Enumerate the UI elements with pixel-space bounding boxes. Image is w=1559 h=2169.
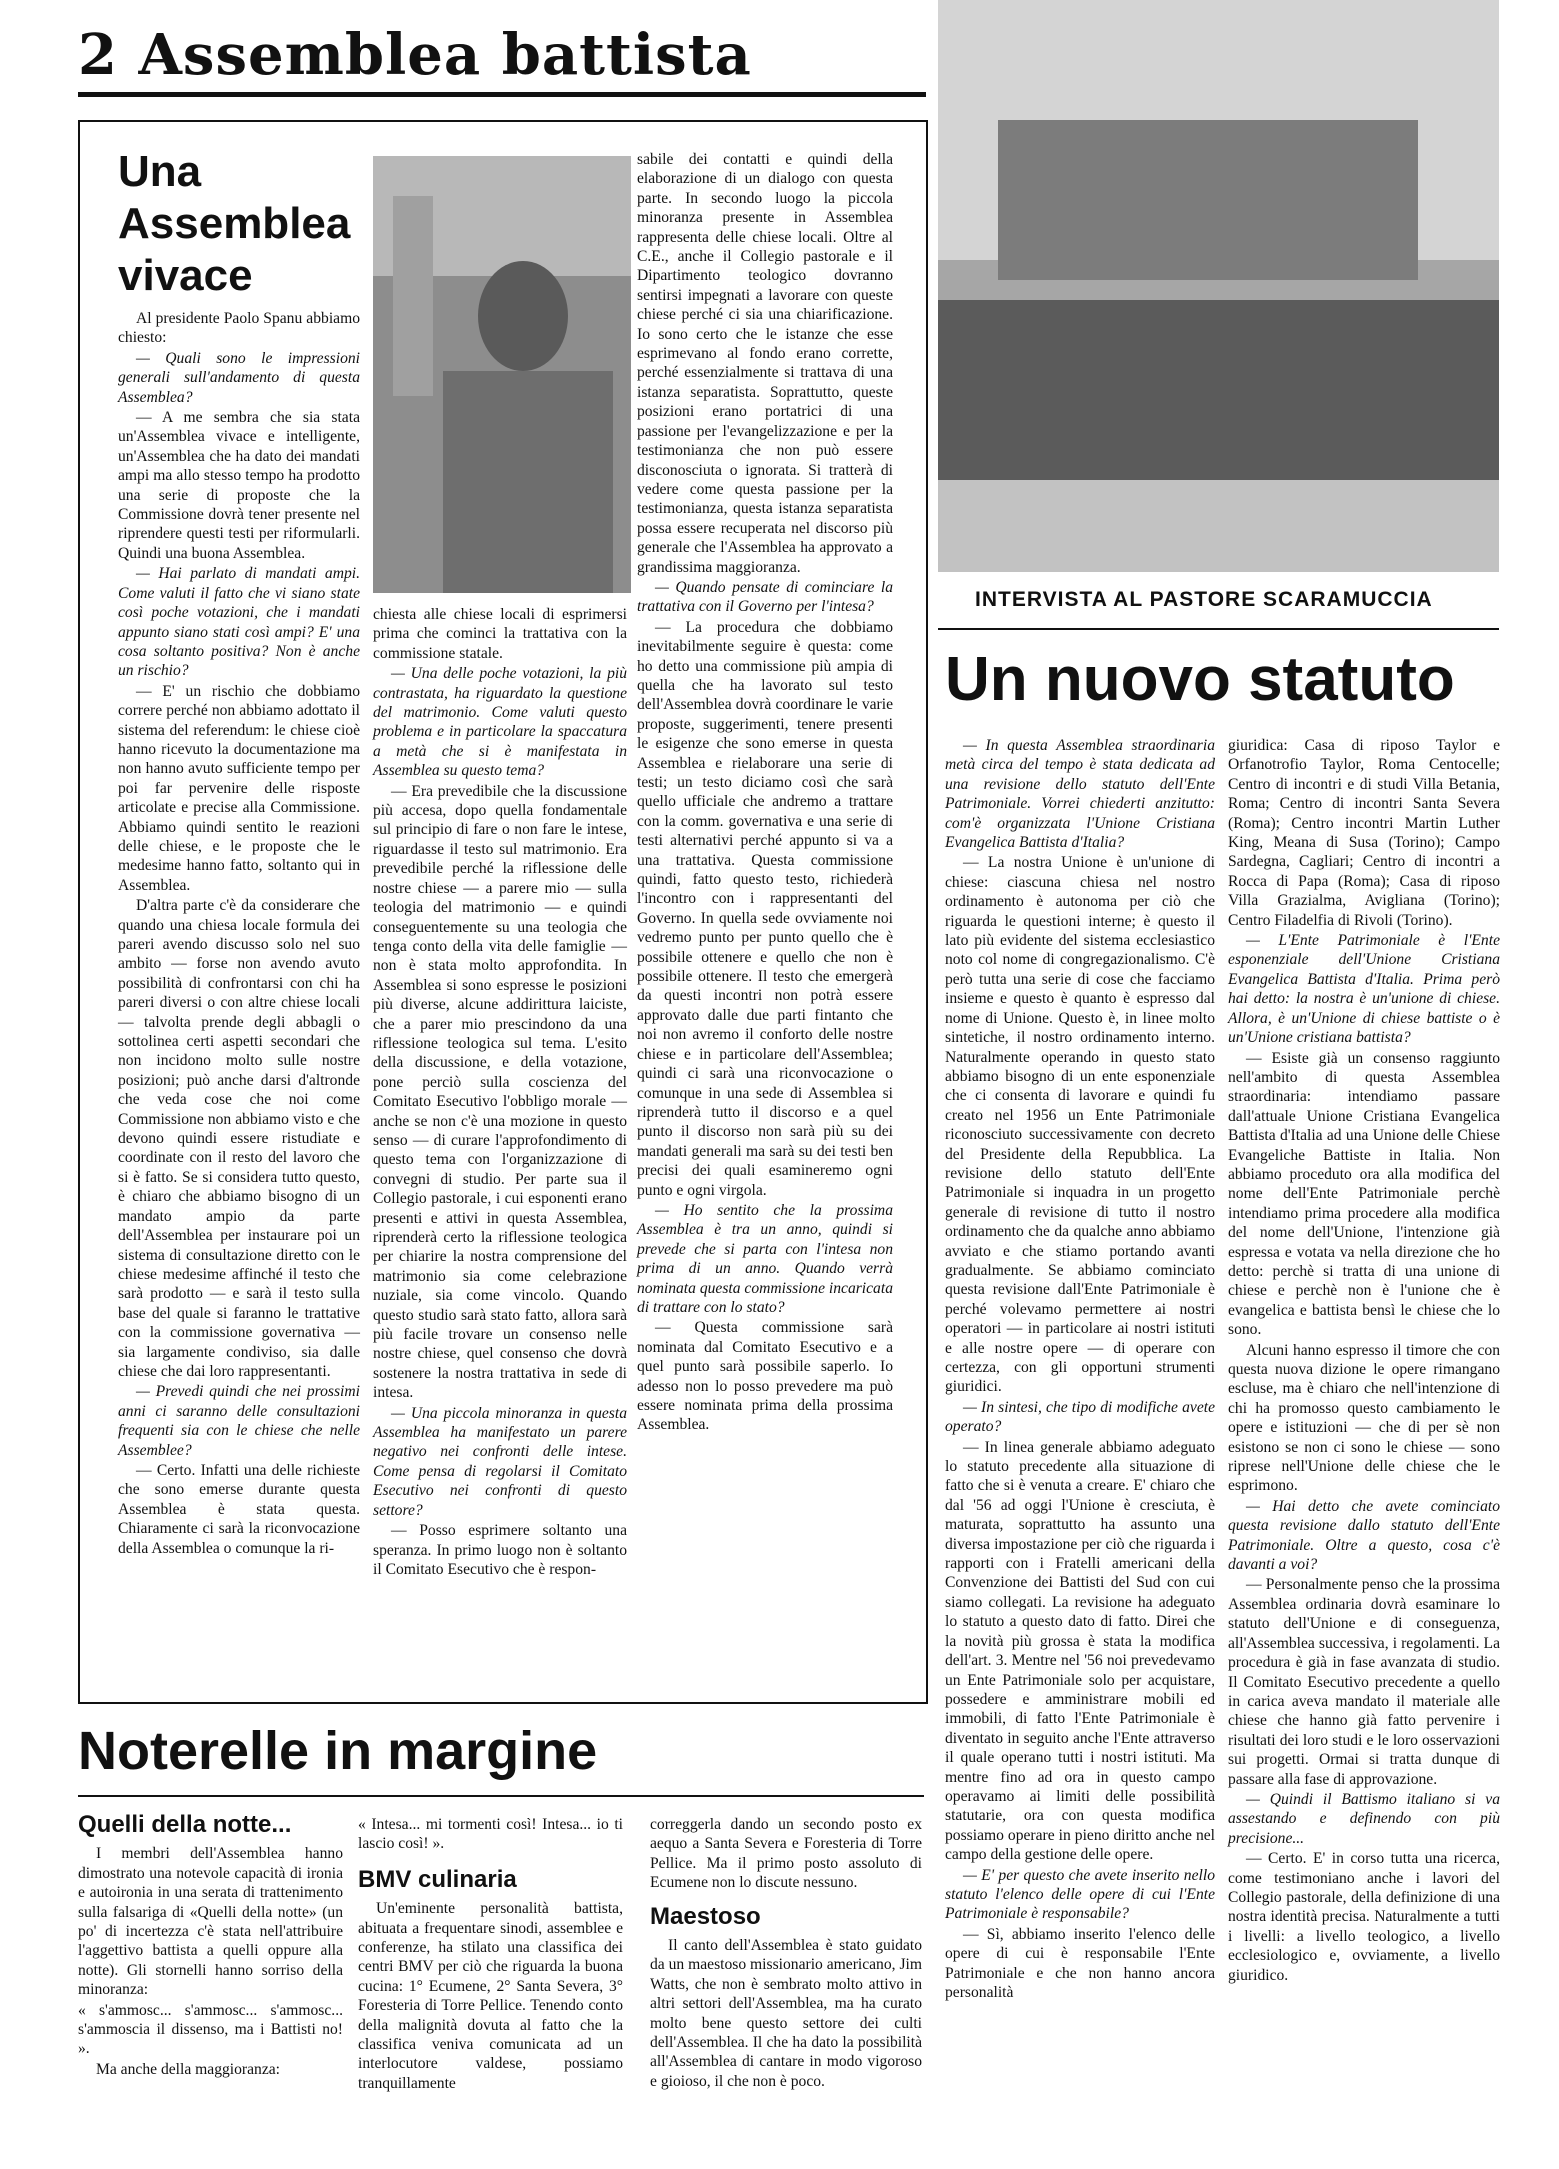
page-header	[78, 22, 752, 88]
article3-column-3	[650, 1815, 922, 2092]
subhead-maestoso: Maestoso	[650, 1902, 761, 1930]
paragraph: — A me sembra che sia stata un'Assemblea vivace e intelligente, un'Assemblea che ha dato dei mandati ampi ma allo stesso tempo ha prodotto una serie di proposte che la Commissione dovrà tener presente nel riprendere questi testi per riformularli. Quindi una buona Assemblea.	[118, 409, 360, 562]
article3-column-2	[358, 1815, 623, 2094]
paragraph: — Esiste già un consenso raggiunto nell'ambito di questa Assemblea straordinaria: intendiamo passare dall'attuale Unione Cristiana Evangelica Battista d'Italia ad una Unione delle Chiese Evangeliche Battiste in Italia. Non abbiamo proceduto ora alla modifica del nome dell'Ente Patrimoniale perchè intendiamo prima procedere alla modifica del nome dell'Unione, l'intenzione già espressa e votata va nella direzione che ho detto: perchè si tratta di una unione di chiese e perchè non è l'unione che è evangelica e battista bensì le chiese che lo sono.	[1228, 1049, 1500, 1339]
paragraph: « s'ammosc... s'ammosc... s'ammosc... s'ammoscia il dissenso, ma i Battisti no! ».	[78, 2001, 343, 2058]
interview-question: — Hai detto che avete cominciato questa revisione dallo statuto dell'Ente Patrimoniale. Oltre a questo, cosa c'è davanti a voi?	[1228, 1497, 1500, 1574]
article3-headline: Noterelle in margine	[78, 1721, 598, 1781]
article2-headline: Un nuovo statuto	[945, 645, 1455, 714]
paragraph: Un'eminente personalità battista, abituata a frequentare sinodi, assemblee e conferenze, ha stilato una classifica dei centri BMV per ciò che riguarda la buona cucina: 1° Ecumene, 2° Santa Severa, 3° Foresteria di Torre Pellice. Tenendo conto della malignità dovuta al fatto che la classifica veniva comunicata ad un interlocutore valdese, possiamo tranquillamente	[358, 1900, 623, 2092]
headline-line: vivace	[118, 251, 253, 300]
article-headline-assemblea	[118, 146, 350, 302]
paragraph: — Certo. E' in corso tutta una ricerca, come testimoniano anche i lavori del Collegio pastorale, della definizione di una nostra identità precisa. Naturalmente a tutti i livelli: a livello teologico, a livello ecclesiologico e, ovviamente, a livello giuridico.	[1228, 1850, 1500, 1984]
paragraph: — La nostra Unione è un'unione di chiese: ciascuna chiesa nel nostro ordinamento è autonoma per ciò che riguarda le questioni interne; è questo il lato più evidente del sistema ecclesiastico noto col nome di congregazionalismo. C'è però tutta una serie di cose che facciamo insieme e questo è quanto è espresso dal nome di Unione. Questo è, in linee molto sintetiche, il nostro ordinamento interno. Naturalmente operando in questo stato abbiamo bisogno di un ente esponenziale che ci consenta di lavorare e quindi fu creato nel 1956 un Ente Patrimoniale riconosciuto successivamente con decreto del Presidente della Repubblica. La revisione dello statuto dell'Ente Patrimoniale si inquadra in un progetto generale di revisione di tutto il nostro ordinamento che da qualche anno abbiamo avviato e che stiamo portando avanti gradualmente. Se abbiamo cominciato questa revisione dall'Ente Patrimoniale è perché volevamo permettere ai nostri operatori — in particolare ai nostri istituti e alle nostre opere — di operare con certezza, con gli opportuni strumenti giuridici.	[945, 854, 1215, 1396]
interview-question: — Quindi il Battismo italiano si va assestando e definendo con più precisione...	[1228, 1790, 1500, 1847]
interview-question: — Ho sentito che la prossima Assemblea è tra un anno, quindi si prevede che si parta con l'intesa non prima di un anno. Quando verrà nominata questa commissione incaricata di trattare con lo stato?	[637, 1201, 893, 1316]
subhead-quelli-della-notte: Quelli della notte...	[78, 1811, 292, 1838]
crowd-image	[938, 0, 1499, 572]
paragraph: — Sì, abbiamo inserito l'elenco delle opere di cui è responsabile l'Ente Patrimoniale e che non hanno ancora personalità	[945, 1925, 1215, 2001]
paragraph: giuridica: Casa di riposo Taylor e Orfanotrofio Taylor, Roma Centocelle; Centro di incontri e di studi Villa Betania, Roma; Centro di incontri Santa Severa (Roma); Centro incontri Martin Luther King, Meana di Susa (Torino); Campo Sardegna, Cagliari; Centro di incontri a Rocca di Papa (Roma); Casa di riposo Villa Grazialma, Avigliana (Torino); Centro Filadelfia di Rivoli (Torino).	[1228, 737, 1500, 929]
page-number: 2	[78, 22, 118, 88]
subhead-bmv-culinaria: BMV culinaria	[358, 1865, 517, 1893]
interview-question: — Quali sono le impressioni generali sull'andamento di questa Assemblea?	[118, 349, 360, 406]
paragraph: D'altra parte c'è da considerare che quando una chiesa locale formula dei pareri avendo discusso solo nel suo ambito — forse non avendo avuto possibilità di confrontarsi con chi ha pareri diversi o con altre chiese locali — talvolta prende degli abbagli o sottolinea certi aspetti secondari che non incidono molto sulle nostre posizioni; può anche darsi d'altronde che veda cose che noi come Commissione non abbiamo visto e che devono quindi essere ristudiate e coordinate con il resto del lavoro che si è fatto. Se si considera tutto questo, è chiaro che abbiamo bisogno di un mandato ampio da parte dell'Assemblea per instaurare poi un sistema di consultazione diretto con le chiese medesime affinché il testo che sarà prodotto — e sarà il testo sulla base del quale si faranno le trattative con la commissione governativa — sia largamente condiviso, sia dalle chiese che dai loro rappresentanti.	[118, 897, 360, 1380]
header-rule	[78, 92, 926, 97]
article3-rule	[78, 1795, 924, 1797]
president-photo	[373, 156, 631, 593]
article3-col3-top: correggerla dando un secondo posto ex aequo a Santa Severa e Foresteria di Torre Pellice. Ma il primo posto assoluto di Ecumene non lo discute nessuno.	[650, 1816, 922, 1892]
interview-question: — Una delle poche votazioni, la più contrastata, ha riguardato la questione del matrimonio. Come valuti questo problema e in particolare la spaccatura a metà che si è manifestata in Assemblea su questo tema?	[373, 665, 627, 780]
paragraph: — Certo. Infatti una delle richieste che sono emerse durante questa Assemblea è stata questa. Chiaramente ci sarà la riconvocazione della Assemblea o comunque la ri-	[118, 1461, 360, 1557]
article2-column-1	[945, 736, 1215, 2003]
paragraph: I membri dell'Assemblea hanno dimostrato una notevole capacità di ironia e autoironia in una serata di trattenimento sulla falsariga di «Quelli della notte» (un po' di incertezza c'è stata nell'attribuire l'aggettivo battista a quelli oppure alla notte). Gli stornelli hanno sorriso della minoranza:	[78, 1845, 343, 1999]
interview-question: — Quando pensate di cominciare la trattativa con il Governo per l'intesa?	[637, 578, 893, 616]
paragraph: — Posso esprimere soltanto una speranza. In primo luogo non è soltanto il Comitato Esecutivo che è respon-	[373, 1522, 627, 1578]
article2-column-2	[1228, 736, 1500, 1986]
paragraph: — Era prevedibile che la discussione più accesa, dopo quella fondamentale sul principio di fare o non fare le intese, riguardasse il testo sul matrimonio. Era prevedibile perché la riflessione delle nostre chiese — a parere mio — sulla teologia del matrimonio — e quindi conseguentemente su una teologia che tenga conto della vita delle famiglie — non è stata molto approfondita. In Assemblea si sono espresse le posizioni più diverse, alcune addirittura laiciste, che a parer mio prescindono da una riflessione teologica sul tema. L'esito della discussione, e della votazione, pone perciò sulla coscienza del Comitato Esecutivo l'obbligo morale — anche se non c'è una mozione in questo senso — di curare l'approfondimento di questo tema con l'organizzazione di convegni di studio. Per parte sua il Collegio pastorale, i cui esponenti erano presenti e attivi in questa Assemblea, riprenderà certo la riflessione teologica per chiarire la nostra comprensione del matrimonio sia come celebrazione nuziale, sia come vincolo. Quando questo studio sarà stato fatto, allora sarà più facile trovare un consenso nelle nostre chiese, quel consenso che dovrà sostenere la nostra trattativa in sede di intesa.	[373, 782, 627, 1402]
headline-line: Assemblea	[118, 199, 351, 248]
section-title: Assemblea battista	[138, 22, 752, 88]
headline-line: Una	[118, 147, 202, 196]
article2-col1-body	[945, 736, 1215, 2002]
paragraph: chiesta alle chiese locali di esprimersi prima che cominci la trattativa con la commissione statale.	[373, 606, 627, 662]
article3-col1-body	[78, 1844, 343, 2079]
paragraph: Il canto dell'Assemblea è stato guidato da un maestoso missionario americano, Jim Watts, che non è sembrato molto attivo in altri settori dell'Assemblea, ma ha curato molto bene questo settore dei culti dell'Assemblea. Il che ha dato la possibilità all'Assemblea di cantare in modo vigoroso e gioioso, il che non è poco.	[650, 1937, 922, 2090]
interview-question: — Una piccola minoranza in questa Assemblea ha manifestato un parere negativo nei confronti delle intese. Come pensa di regolarsi il Comitato Esecutivo nei confronti di questo settore?	[373, 1404, 627, 1519]
paragraph: — In linea generale abbiamo adeguato lo statuto precedente alla situazione di fatto che si è venuta a creare. E' chiaro che dal '56 ad oggi l'Unione è cresciuta, è maturata, soprattutto ha assunto una diversa impostazione per ciò che riguarda i rapporti con i Fratelli americani della Convenzione dei Battisti del Sud con cui siamo collegati. La revisione ha adeguato lo statuto a questo dato di fatto. Direi che la novità più grossa è stata la modifica dell'art. 3. Mentre nel '56 noi prevedevamo un Ente Patrimoniale solo per acquistare, possedere e amministrare mobili ed immobili, di fatto l'Ente Patrimoniale è diventato in seguito anche l'Ente attraverso il quale operano tutti i nostri istituti. Ma mentre fino ad ora in questo campo operavamo ai limiti delle possibilità statutarie, ora con questa modifica possiamo operare in pieno diritto anche nel campo della gestione delle opere.	[945, 1438, 1215, 1864]
article3-col3-body	[650, 1936, 922, 2091]
article1-col2-body	[373, 605, 627, 1579]
paragraph: sabile dei contatti e quindi della elaborazione di un dialogo con questa parte. In secondo luogo la piccola minoranza presente in Assemblea rappresenta delle chiese locali. Oltre al C.E., anche il Collegio pastorale e il Dipartimento teologico dovranno sentirsi impegnati a lavorare con queste chiese perché ci sia una chiarificazione. Io sono certo che le istanze che esse esprimevano al fondo erano corrette, perché essenzialmente si trattava di una istanza separatista. Soprattutto, queste posizioni erano portatrici di una passione per l'evangelizzazione e per la testimonianza che non può essere disconosciuta o ignorata. Si tratterà di vedere come questa passione per la testimonianza, questa istanza separatista possa essere recuperata nel discorso più generale che l'Assemblea ha approvato a grandissima maggioranza.	[637, 151, 893, 576]
interview-question: — Hai parlato di mandati ampi. Come valuti il fatto che vi siano state così poche votazioni, che i mandati appunto siano stati così ampi? E' una cosa soltanto positiva? Non è anche un rischio?	[118, 565, 360, 680]
interview-question: — E' per questo che avete inserito nello statuto l'elenco delle opere di cui l'Ente Patrimoniale è responsabile?	[945, 1866, 1215, 1923]
interview-kicker: INTERVISTA AL PASTORE SCARAMUCCIA	[975, 588, 1433, 611]
article2-col2-body	[1228, 736, 1500, 1985]
paragraph: — E' un rischio che dobbiamo correre perché non abbiamo adottato il sistema del referendum: le chiese cioè hanno ricevuto la documentazione ma non hanno avuto sufficiente tempo per poi far pervenire delle risposte articolate e precise alla Commissione. Abbiamo quindi sentito le reazioni delle chiese, e le proposte che le medesime hanno fatto, soltanto qui in Assemblea.	[118, 682, 360, 894]
interview-question: — Prevedi quindi che nei prossimi anni ci saranno delle consultazioni frequenti sia con le chiese che nelle Assemblee?	[118, 1383, 360, 1459]
article1-column-2	[373, 605, 627, 1580]
article1-col3-body	[637, 150, 893, 1435]
article3-col2-body	[358, 1899, 623, 2093]
assembly-crowd-photo	[938, 0, 1499, 572]
stornello-quote: « Intesa... mi tormenti così! Intesa... io ti lascio così! ».	[358, 1816, 623, 1853]
paragraph: Ma anche della maggioranza:	[96, 2060, 281, 2078]
article3-column-1	[78, 1811, 343, 2080]
interview-question: — In questa Assemblea straordinaria metà circa del tempo è stata dedicata ad una revisione dello statuto dell'Ente Patrimoniale. Vorrei chiederti anzitutto: com'è organizzata l'Unione Cristiana Evangelica Battista d'Italia?	[945, 737, 1215, 852]
article1-intro: Al presidente Paolo Spanu abbiamo chiesto:	[118, 310, 360, 347]
article1-col1-body	[118, 349, 360, 1558]
portrait-image	[373, 156, 631, 593]
paragraph: — Personalmente penso che la prossima Assemblea ordinaria dovrà esaminare lo statuto dell'Unione e di conseguenza, all'Assemblea successiva, i regolamenti. La procedura è già in fase avanzata di studio. Il Comitato Esecutivo precedente a quello in carica aveva mandato il materiale alle chiese che hanno già fatto pervenire i risultati dei loro studi e le loro osservazioni sui progetti. Ormai si tratta dunque di passare alla fase di approvazione.	[1228, 1576, 1500, 1788]
interview-question: — In sintesi, che tipo di modifiche avete operato?	[945, 1398, 1215, 1436]
paragraph: — La procedura che dobbiamo inevitabilmente seguire è questa: come ho detto una commissione più ampia di quella che ha lavorato sul testo dell'Assemblea dovrà coordinare le varie proposte, suggerimenti, tenere presenti le esigenze che sono emerse in questa Assemblea e rielaborare una serie di testi; un testo diciamo così che sarà quello ufficiale che andremo a trattare con la comm. governativa e una serie di testi alternativi perché appunto si va a una trattativa. Questa commissione quindi, fatto questo testo, richiederà l'incontro con i rappresentanti del Governo. In quella sede ovviamente noi vedremo punto per punto quello che è possibile ottenere e quello che non è possibile ottenere. Il testo che emergerà da questi incontri non potrà essere approvato dalle due parti fintanto che noi non avremo il conforto delle nostre chiese e in particolare dell'Assemblea; quindi ci sarà una riconvocazione o comunque in una sede di Assemblea si riprenderà tutto il discorso e a quel punto il discorso non sarà più su dei mandati generali ma sarà su dei testi ben precisi dei quali esamineremo ogni punto e ogni virgola.	[637, 618, 893, 1199]
kicker-rule	[938, 628, 1499, 630]
paragraph: Alcuni hanno espresso il timore che con questa nuova dizione le opere rimangano escluse, ma è chiaro che nell'intenzione di chi ha promosso questo cambiamento le opere e istituzioni — che di per sè non esistono se non ci sono le chiese — sono riprese nell'Unione delle chiese che le esprimono.	[1228, 1341, 1500, 1495]
paragraph: — Questa commissione sarà nominata dal Comitato Esecutivo e a quel punto sarà possibile saperlo. Io adesso non lo posso prevedere ma può essere nominata prima della prossima Assemblea.	[637, 1319, 893, 1434]
interview-question: — L'Ente Patrimoniale è l'Ente esponenziale dell'Unione Cristiana Evangelica Battista d'Italia. Prima però hai detto: la nostra è un'unione di chiese. Allora, è un'Unione di chiese battiste o è un'Unione cristiana battista?	[1228, 932, 1500, 1047]
article1-column-1	[118, 309, 360, 1559]
article1-column-3	[637, 150, 893, 1436]
